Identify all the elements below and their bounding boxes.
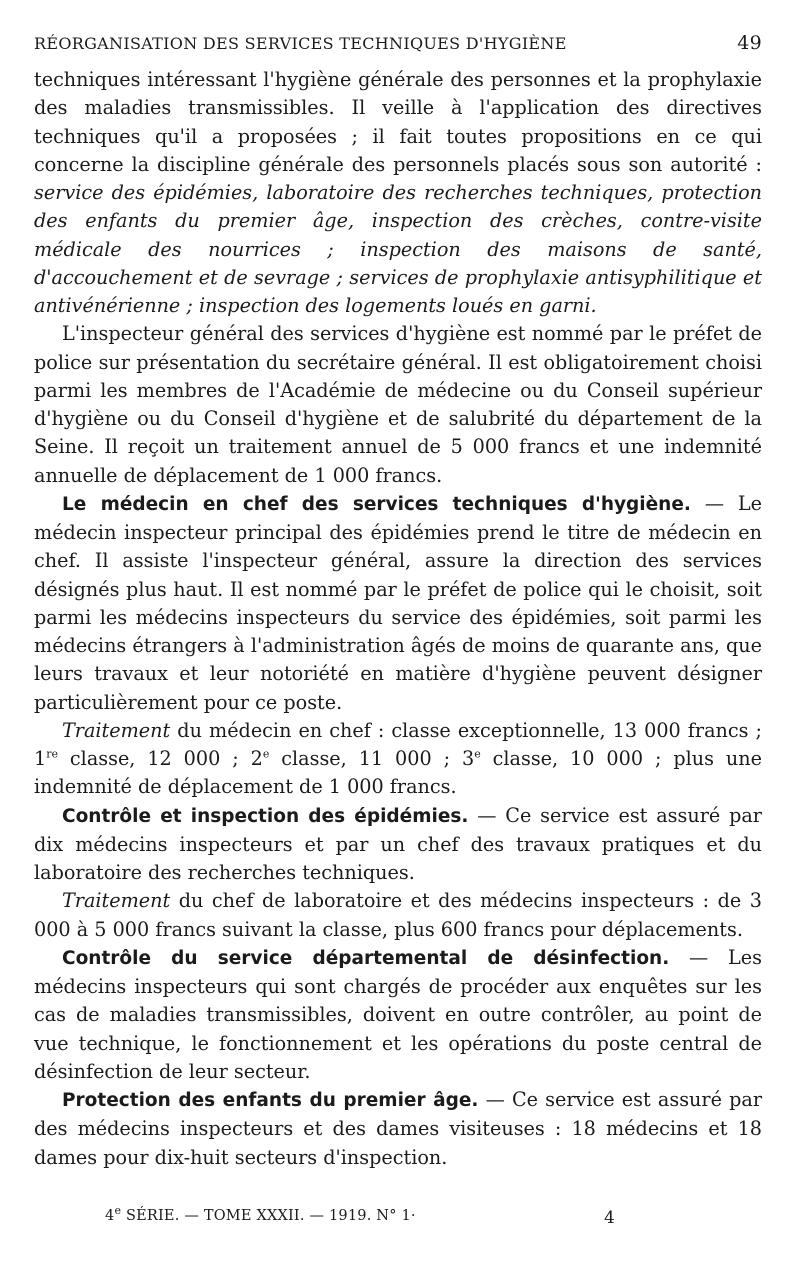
paragraph: techniques intéressant l'hygiène générale des personnes et la prophylaxie des maladies transmissibles. Il veille à l'application des directives techniques qu'il a proposées ; il fait toutes propositions en ce qui concerne la discipline générale des personnels placés sous son autorité : service des épidémies, laboratoire des recherches techniques, protection des enfants du premier âge, inspection des crèches, contre-visite médicale des nourrices ; inspection des maisons de santé, d'accouchement et de sevrage ; services de prophylaxie antisyphilitique et antivénérienne ; inspection des logements loués en garni.	[34, 68, 762, 317]
body-text	[34, 66, 762, 1172]
running-title: RÉORGANISATION DES SERVICES TECHNIQUES D'HYGIÈNE	[34, 34, 567, 53]
page-number: 49	[737, 32, 762, 54]
italic-list: service des épidémies, laboratoire des recherches techniques, protection des enfants du premier âge, inspection des crèches, contre-visite médicale des nourrices ; inspection des maisons de santé, d'accouchement et de sevrage ; services de prophylaxie antisyphilitique et antivénérienne ; inspection des logements loués en garni.	[34, 181, 762, 317]
paragraph: L'inspecteur général des services d'hygiène est nommé par le préfet de police sur présentation du secrétaire général. Il est obligatoirement choisi parmi les membres de l'Académie de médecine ou du Conseil supérieur d'hygiène ou du Conseil d'hygiène et de salubrité du département de la Seine. Il reçoit un traitement annuel de 5 000 francs et une indemnité annuelle de déplacement de 1 000 francs.	[34, 322, 762, 487]
italic-term: Traitement	[62, 889, 171, 913]
paragraph: Contrôle et inspection des épidémies. — Ce service est assuré par dix médecins inspecteurs et par un chef des travaux pratiques et du laboratoire des recherches techniques.	[34, 803, 762, 884]
paragraph: Traitement du chef de laboratoire et des médecins inspecteurs : de 3 000 à 5 000 francs suivant la classe, plus 600 francs pour déplacements.	[34, 889, 762, 941]
running-header	[34, 32, 762, 54]
paragraph: Contrôle du service départemental de désinfection. — Les médecins inspecteurs qui sont chargés de procéder aux enquêtes sur les cas de maladies transmissibles, doivent en outre contrôler, au point de vue technique, le fonctionnement et les opérations du poste central de désinfection de leur secteur.	[34, 945, 762, 1083]
section-heading: Contrôle et inspection des épidémies.	[62, 805, 469, 827]
series-info: 4e SÉRIE. — TOME XXXII. — 1919. N° 1·	[105, 1204, 416, 1224]
section-heading: Contrôle du service départemental de désinfection.	[62, 947, 670, 969]
paragraph: Le médecin en chef des services techniques d'hygiène. — Le médecin inspecteur principal des épidémies prend le titre de médecin en chef. Il assiste l'inspecteur général, assure la direction des services désignés plus haut. Il est nommé par le préfet de police qui le choisit, soit parmi les médecins inspecteurs du service des épidémies, soit parmi les médecins étrangers à l'administration âgés de moins de quarante ans, que leurs travaux et leur notoriété en matière d'hygiène peuvent désigner particulièrement pour ce poste.	[34, 491, 763, 714]
paragraph: Protection des enfants du premier âge. — Ce service est assuré par des médecins inspecteurs et des dames visiteuses : 18 médecins et 18 dames pour dix-huit secteurs d'inspection.	[34, 1088, 762, 1169]
sheet-number: 4	[603, 1208, 615, 1228]
italic-term: Traitement	[62, 718, 171, 742]
section-heading: Le médecin en chef des services techniques d'hygiène.	[62, 493, 691, 515]
section-heading: Protection des enfants du premier âge.	[62, 1090, 479, 1111]
signature-line	[105, 1204, 615, 1228]
paragraph: Traitement du médecin en chef : classe exceptionnelle, 13 000 francs ; 1re classe, 12 000 ; 2e classe, 11 000 ; 3e classe, 10 000 ; plus une indemnité de déplacement de 1 000 francs.	[34, 718, 762, 799]
